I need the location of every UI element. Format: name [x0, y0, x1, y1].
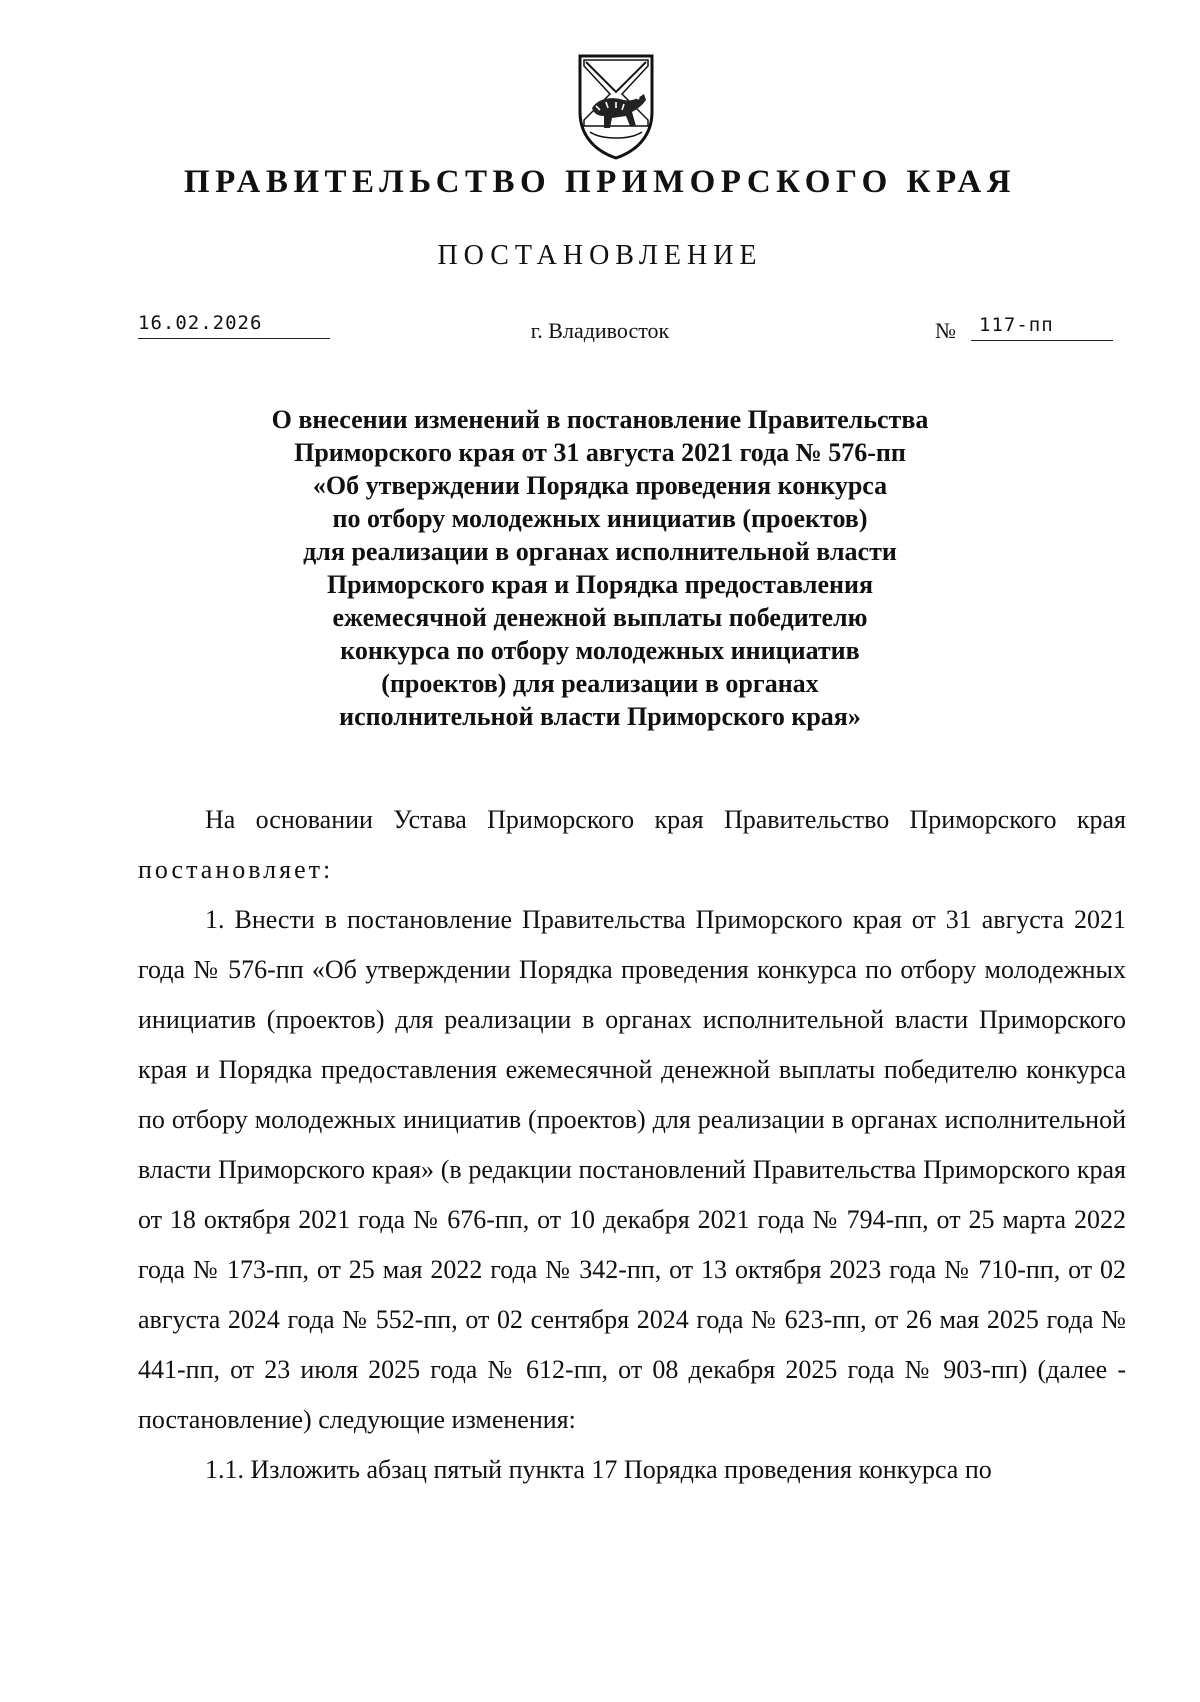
- document-heading: [200, 403, 1000, 733]
- heading-line: ежемесячной денежной выплаты победителю: [332, 603, 868, 632]
- government-title: ПРАВИТЕЛЬСТВО ПРИМОРСКОГО КРАЯ: [183, 164, 1017, 200]
- preamble-text: На основании Устава Приморского края Правительство Приморского края: [205, 805, 1126, 834]
- heading-line: Приморского края от 31 августа 2021 года № 576-пп: [294, 438, 906, 467]
- item-1-paragraph: 1. Внести в постановление Правительства Приморского края от 31 августа 2021 года № 576-пп «Об утверждении Порядка проведения конкурса по отбору молодежных инициатив (проектов) для реализации в органах исполнительной власти Приморского края и Порядка предоставления ежемесячной денежной выплаты победителю конкурса по отбору молодежных инициатив (проектов) для реализации в органах исполнительной власти Приморского края» (в редакции постановлений Правительства Приморского края от 18 октября 2021 года № 676-пп, от 10 декабря 2021 года № 794-пп, от 25 марта 2022 года № 173-пп, от 25 мая 2022 года № 342-пп, от 13 октября 2023 года № 710-пп, от 02 августа 2024 года № 552-пп, от 02 сентября 2024 года № 623-пп, от 26 мая 2025 года № 441-пп, от 23 июля 2025 года № 612-пп, от 08 декабря 2025 года № 903-пп) (далее - постановление) следующие изменения:: [138, 905, 1126, 1434]
- number-sign: №: [935, 318, 956, 343]
- heading-line: (проектов) для реализации в органах: [381, 669, 819, 698]
- document-date: 16.02.2026: [138, 312, 330, 339]
- document-number: 117-пп: [971, 314, 1113, 341]
- preamble-verb: постановляет:: [138, 855, 334, 884]
- heading-line: «Об утверждении Порядка проведения конкурса: [312, 471, 888, 500]
- heading-line: для реализации в органах исполнительной власти: [303, 537, 897, 566]
- document-body: [138, 795, 1126, 1495]
- heading-line: Приморского края и Порядка предоставления: [326, 570, 874, 599]
- heading-line: конкурса по отбору молодежных инициатив: [340, 636, 860, 665]
- heading-line: О внесении изменений в постановление Правительства: [271, 405, 929, 434]
- document-type: ПОСТАНОВЛЕНИЕ: [437, 240, 763, 271]
- preamble-paragraph: [138, 795, 1126, 895]
- item-1-1-paragraph: 1.1. Изложить абзац пятый пункта 17 Порядка проведения конкурса по: [205, 1455, 992, 1484]
- document-city: г. Владивосток: [530, 318, 670, 343]
- heading-line: исполнительной власти Приморского края»: [339, 702, 861, 731]
- heading-line: по отбору молодежных инициатив (проектов): [332, 504, 868, 533]
- primorsky-krai-coat-of-arms-icon: [572, 50, 660, 162]
